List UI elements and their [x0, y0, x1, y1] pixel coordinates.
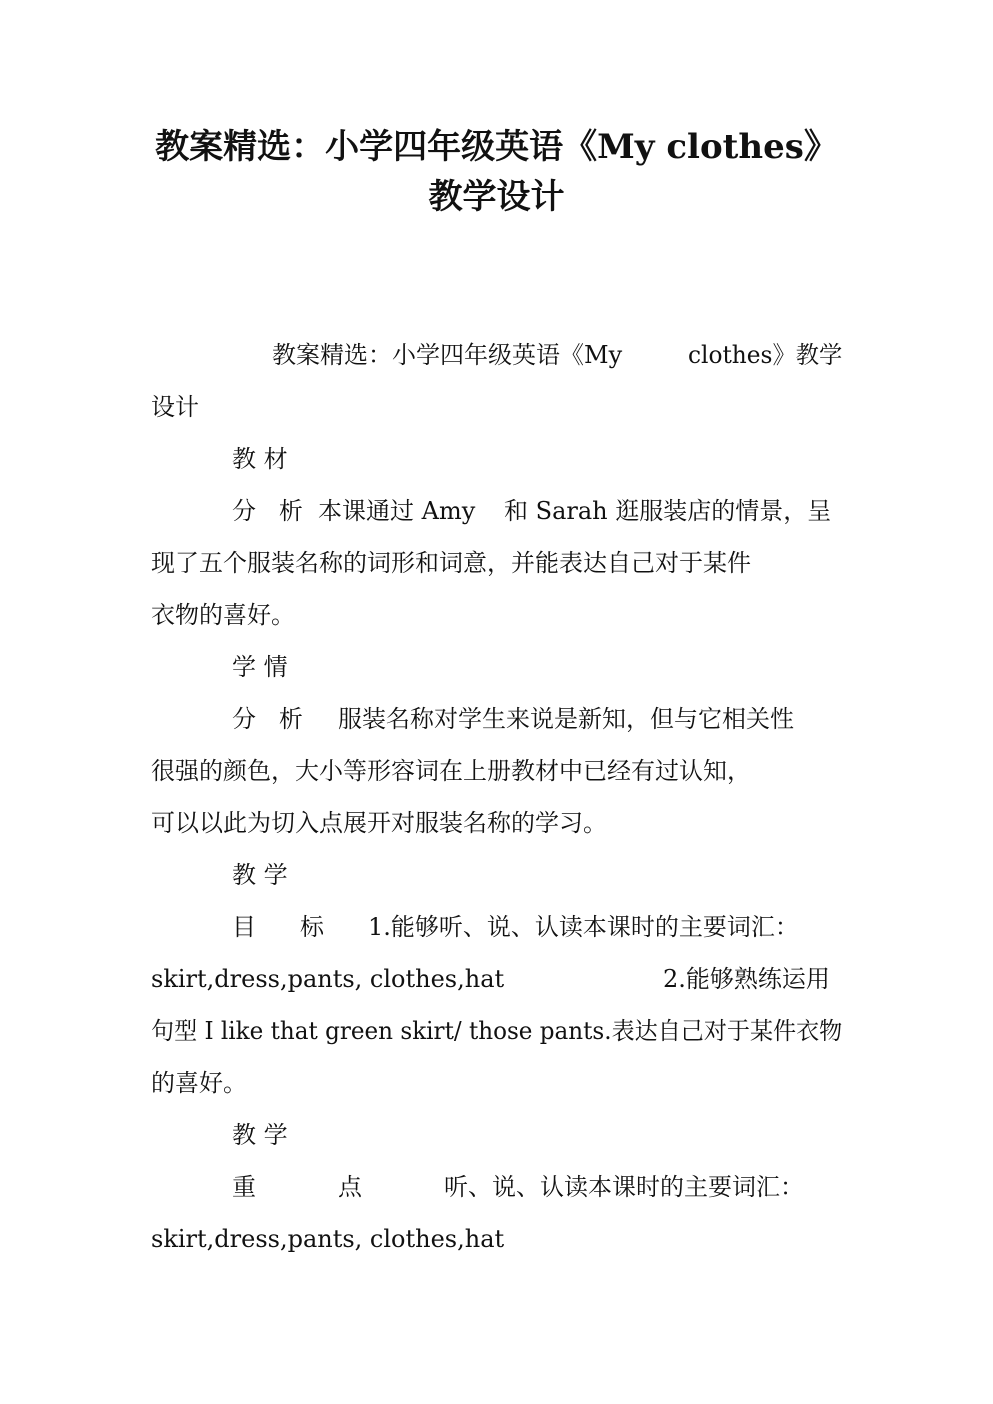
- section-3-line-2b: 2.能够熟练运用: [663, 965, 830, 993]
- section-1-heading: 教 材: [232, 445, 288, 473]
- document-title-line-1: 教案精选：小学四年级英语《My clothes》: [155, 127, 838, 167]
- section-2-heading: 学 情: [232, 653, 288, 681]
- section-1-line-1b: 和 Sarah 逛服装店的情景，呈: [504, 497, 832, 525]
- section-4-heading: 教 学: [232, 1121, 288, 1149]
- section-3-label-b: 标: [300, 913, 324, 941]
- section-2-line-2: 很强的颜色，大小等形容词在上册教材中已经有过认知，: [151, 757, 751, 785]
- section-2-line-1: 服装名称对学生来说是新知，但与它相关性: [338, 705, 794, 733]
- section-4-line-1: 听、说、认读本课时的主要词汇：: [444, 1173, 804, 1201]
- section-2-line-3: 可以以此为切入点展开对服装名称的学习。: [151, 809, 607, 837]
- section-1-line-2: 现了五个服装名称的词形和词意，并能表达自己对于某件: [151, 549, 751, 577]
- section-4-line-2: skirt,dress,pants, clothes,hat: [151, 1225, 505, 1253]
- section-4-label-b: 点: [338, 1173, 362, 1201]
- section-3-line-2a: skirt,dress,pants, clothes,hat: [151, 965, 505, 993]
- intro-line-1a: 教案精选：小学四年级英语《My: [272, 341, 623, 369]
- section-1-label: 分 析: [232, 497, 303, 525]
- section-3-line-3: 句型 I like that green skirt/ those pants.表达自己对于某件衣物: [151, 1017, 843, 1045]
- document-title-line-2: 教学设计: [428, 177, 565, 217]
- intro-line-2: 设计: [151, 393, 199, 421]
- section-4-label-a: 重: [232, 1173, 256, 1201]
- section-1-line-1a: 本课通过 Amy: [318, 497, 476, 525]
- section-2-label: 分 析: [232, 705, 303, 733]
- section-3-heading: 教 学: [232, 861, 288, 889]
- section-1-line-3: 衣物的喜好。: [151, 601, 295, 629]
- section-3-line-4: 的喜好。: [151, 1069, 247, 1097]
- section-3-line-1: 1.能够听、说、认读本课时的主要词汇：: [368, 913, 799, 941]
- section-3-label-a: 目: [232, 913, 256, 941]
- intro-line-1b: clothes》教学: [688, 341, 843, 369]
